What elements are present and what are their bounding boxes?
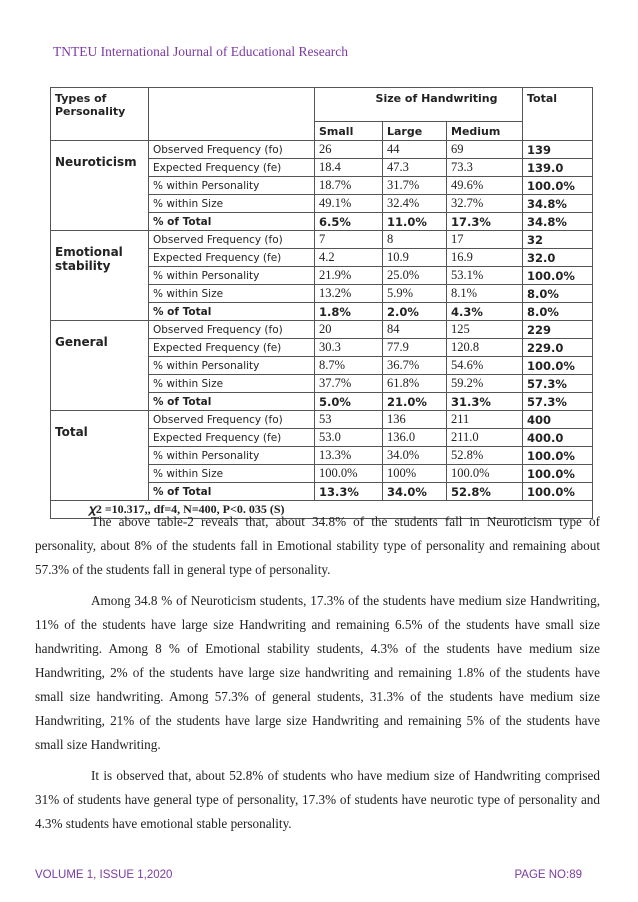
cell-total: 229.0 xyxy=(523,339,593,357)
cell-large: 34.0% xyxy=(383,483,447,501)
cell-small: 1.8% xyxy=(315,303,383,321)
cell-small: 18.4 xyxy=(315,159,383,177)
cell-small: 30.3 xyxy=(315,339,383,357)
cell-medium: 125 xyxy=(447,321,523,339)
col-header-size: Size of Handwriting xyxy=(315,88,523,122)
cell-large: 32.4% xyxy=(383,195,447,213)
row-label: Observed Frequency (fo) xyxy=(149,141,315,159)
contingency-table xyxy=(50,87,593,519)
paragraph: It is observed that, about 52.8% of students who have medium size of Handwriting comprised 31% of students have general type of personality, 17.3% of students have neurotic type of personality and 4.3% students have emotional stable personality. xyxy=(35,768,600,831)
cell-total: 400.0 xyxy=(523,429,593,447)
cell-large: 2.0% xyxy=(383,303,447,321)
row-label: % within Size xyxy=(149,465,315,483)
cell-total: 57.3% xyxy=(523,375,593,393)
cell-small: 26 xyxy=(315,141,383,159)
cell-large: 34.0% xyxy=(383,447,447,465)
cell-large: 36.7% xyxy=(383,357,447,375)
cell-large: 21.0% xyxy=(383,393,447,411)
cell-total: 34.8% xyxy=(523,195,593,213)
row-label: Expected Frequency (fe) xyxy=(149,159,315,177)
cell-total: 100.0% xyxy=(523,447,593,465)
cell-medium: 17.3% xyxy=(447,213,523,231)
row-label: Expected Frequency (fe) xyxy=(149,339,315,357)
row-label: % within Size xyxy=(149,285,315,303)
footer-page: PAGE NO:89 xyxy=(514,869,582,881)
cell-large: 84 xyxy=(383,321,447,339)
cell-medium: 73.3 xyxy=(447,159,523,177)
cell-total: 100.0% xyxy=(523,483,593,501)
cell-small: 37.7% xyxy=(315,375,383,393)
cell-large: 25.0% xyxy=(383,267,447,285)
cell-medium: 211 xyxy=(447,411,523,429)
cell-total: 100.0% xyxy=(523,357,593,375)
cell-large: 31.7% xyxy=(383,177,447,195)
cell-small: 7 xyxy=(315,231,383,249)
cell-total: 100.0% xyxy=(523,267,593,285)
table-row xyxy=(51,141,593,159)
cell-large: 77.9 xyxy=(383,339,447,357)
row-label: % of Total xyxy=(149,483,315,501)
cell-medium: 17 xyxy=(447,231,523,249)
cell-medium: 4.3% xyxy=(447,303,523,321)
cell-medium: 120.8 xyxy=(447,339,523,357)
cell-small: 8.7% xyxy=(315,357,383,375)
cell-small: 49.1% xyxy=(315,195,383,213)
cell-medium: 49.6% xyxy=(447,177,523,195)
cell-large: 5.9% xyxy=(383,285,447,303)
col-header-large: Large xyxy=(383,122,447,141)
cell-large: 47.3 xyxy=(383,159,447,177)
table-row xyxy=(51,321,593,339)
col-header-blank xyxy=(149,88,315,141)
cell-total: 32.0 xyxy=(523,249,593,267)
row-label: % of Total xyxy=(149,213,315,231)
table-row xyxy=(51,411,593,429)
cell-total: 100.0% xyxy=(523,177,593,195)
cell-total: 229 xyxy=(523,321,593,339)
cell-total: 139.0 xyxy=(523,159,593,177)
cell-large: 44 xyxy=(383,141,447,159)
cell-small: 13.3% xyxy=(315,483,383,501)
col-header-medium: Medium xyxy=(447,122,523,141)
cell-total: 32 xyxy=(523,231,593,249)
row-label: % within Personality xyxy=(149,267,315,285)
cell-medium: 59.2% xyxy=(447,375,523,393)
cell-total: 139 xyxy=(523,141,593,159)
cell-medium: 100.0% xyxy=(447,465,523,483)
col-header-types: Types of Personality xyxy=(51,88,149,141)
cell-small: 53 xyxy=(315,411,383,429)
row-label: % within Personality xyxy=(149,357,315,375)
cell-small: 13.2% xyxy=(315,285,383,303)
cell-medium: 16.9 xyxy=(447,249,523,267)
cell-large: 11.0% xyxy=(383,213,447,231)
cell-small: 18.7% xyxy=(315,177,383,195)
cell-small: 13.3% xyxy=(315,447,383,465)
chi-square-result: 𝜒2 =10.317,, df=4, N=400, P<0. 035 (S) xyxy=(51,501,593,519)
cell-total: 100.0% xyxy=(523,465,593,483)
cell-medium: 54.6% xyxy=(447,357,523,375)
cell-medium: 8.1% xyxy=(447,285,523,303)
cell-small: 21.9% xyxy=(315,267,383,285)
row-label: Observed Frequency (fo) xyxy=(149,231,315,249)
cell-medium: 52.8% xyxy=(447,483,523,501)
cell-large: 136.0 xyxy=(383,429,447,447)
cell-large: 100% xyxy=(383,465,447,483)
cell-total: 57.3% xyxy=(523,393,593,411)
cell-total: 34.8% xyxy=(523,213,593,231)
table-row xyxy=(51,231,593,249)
row-label: % within Personality xyxy=(149,447,315,465)
cell-small: 100.0% xyxy=(315,465,383,483)
cell-large: 10.9 xyxy=(383,249,447,267)
cell-small: 20 xyxy=(315,321,383,339)
body-text xyxy=(35,510,600,836)
paragraph: The above table-2 reveals that, about 34.8% of the students fall in Neuroticism type of personality, about 8% of the students fall in Emotional stability type of personality and remaining about 57.3% of the students fall in general type of personality. xyxy=(35,514,600,577)
col-header-total: Total xyxy=(523,88,593,141)
group-label: Emotional stability xyxy=(51,231,149,321)
cell-total: 400 xyxy=(523,411,593,429)
journal-header: TNTEU International Journal of Educational Research xyxy=(53,44,349,59)
cell-large: 136 xyxy=(383,411,447,429)
footer-volume: VOLUME 1, ISSUE 1,2020 xyxy=(35,869,173,881)
cell-small: 4.2 xyxy=(315,249,383,267)
row-label: % of Total xyxy=(149,303,315,321)
group-label: Neuroticism xyxy=(51,141,149,231)
row-label: Expected Frequency (fe) xyxy=(149,249,315,267)
cell-small: 53.0 xyxy=(315,429,383,447)
cell-medium: 211.0 xyxy=(447,429,523,447)
row-label: Expected Frequency (fe) xyxy=(149,429,315,447)
row-label: % within Size xyxy=(149,375,315,393)
row-label: Observed Frequency (fo) xyxy=(149,411,315,429)
group-label: General xyxy=(51,321,149,411)
cell-medium: 31.3% xyxy=(447,393,523,411)
row-label: % within Personality xyxy=(149,177,315,195)
header-row xyxy=(51,88,593,122)
cell-large: 8 xyxy=(383,231,447,249)
cell-small: 6.5% xyxy=(315,213,383,231)
row-label: Observed Frequency (fo) xyxy=(149,321,315,339)
cell-total: 8.0% xyxy=(523,303,593,321)
row-label: % of Total xyxy=(149,393,315,411)
cell-medium: 53.1% xyxy=(447,267,523,285)
cell-total: 8.0% xyxy=(523,285,593,303)
group-label: Total xyxy=(51,411,149,501)
paragraph: Among 34.8 % of Neuroticism students, 17.3% of the students have medium size Handwriting, 11% of the students have large size Handwriting and remaining 6.5% of the students have small size handwriting. Among 8 % of Emotional stability students, 4.3% of the students have medium size Handwriting, 2% of the students have large size handwriting and remaining 1.8% of the students have small size handwriting. Among 57.3% of general students, 31.3% of the students have medium size Handwriting, 21% of the students have large size Handwriting and remaining 5% of the students have small size Handwriting. xyxy=(35,593,600,752)
cell-small: 5.0% xyxy=(315,393,383,411)
cell-medium: 69 xyxy=(447,141,523,159)
cell-large: 61.8% xyxy=(383,375,447,393)
cell-medium: 32.7% xyxy=(447,195,523,213)
cell-medium: 52.8% xyxy=(447,447,523,465)
row-label: % within Size xyxy=(149,195,315,213)
col-header-small: Small xyxy=(315,122,383,141)
